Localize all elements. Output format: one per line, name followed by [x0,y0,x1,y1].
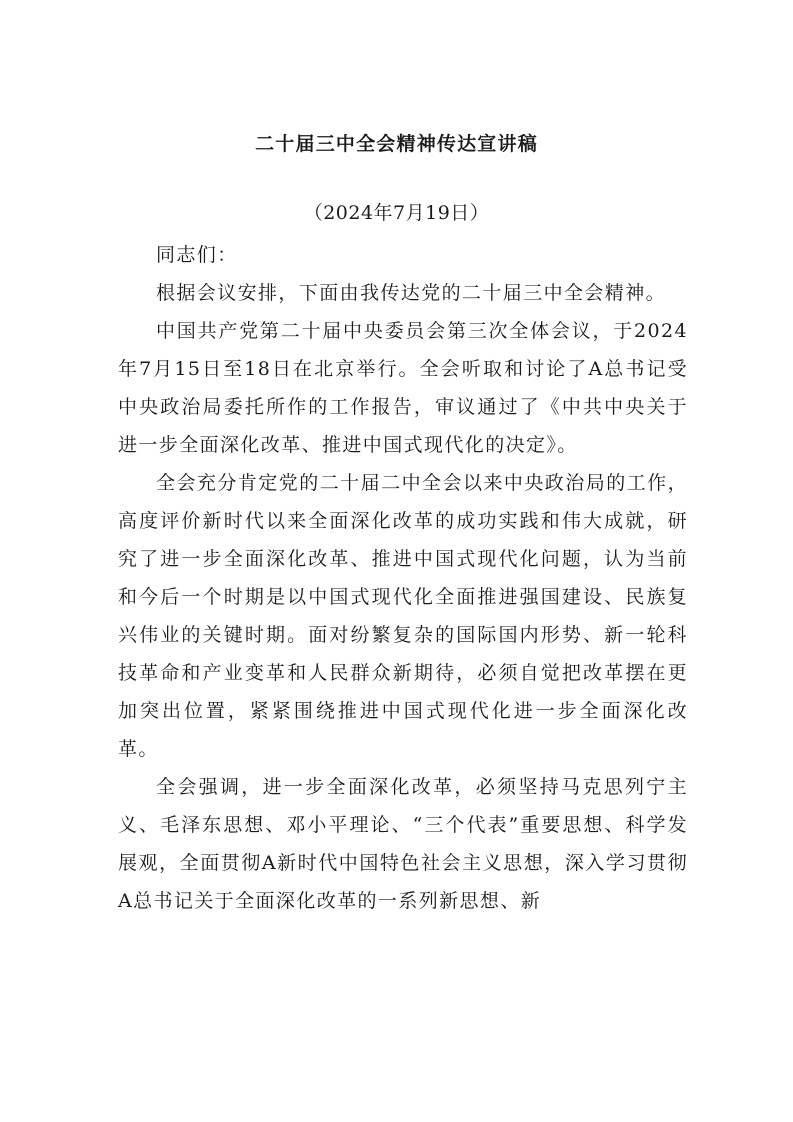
paragraph-arrangement: 根据会议安排，下面由我传达党的二十届三中全会精神。 [156,282,667,304]
document-date: （2024年7月19日） [303,202,490,224]
paragraph-plenary-session: 中国共产党第二十届中央委员会第三次全体会议，于2024年7月15日至18日在北京举行。全会听取和讨论了A总书记受中央政治局委托所作的工作报告，审议通过了《中共中央关于进一步全面深化改革、推进中国式现代化的决定》。 [118,320,688,456]
paragraph-plenary-emphasis: 全会强调，进一步全面深化改革，必须坚持马克思列宁主义、毛泽东思想、邓小平理论、“三个代表”重要思想、科学发展观，全面贯彻A新时代中国特色社会主义思想，深入学习贯彻A总书记关于全面深化改革的一系列新思想、新 [118,776,688,912]
paragraph-plenary-affirmation: 全会充分肯定党的二十届二中全会以来中央政治局的工作，高度评价新时代以来全面深化改革的成功实践和伟大成就，研究了进一步全面深化改革、推进中国式现代化问题，认为当前和今后一个时期是以中国式现代化全面推进强国建设、民族复兴伟业的关键时期。面对纷繁复杂的国际国内形势、新一轮科技革命和产业变革和人民群众新期待，必须自觉把改革摆在更加突出位置，紧紧围绕推进中国式现代化进一步全面深化改革。 [118,472,688,760]
document-title: 二十届三中全会精神传达宣讲稿 [255,133,538,155]
greeting: 同志们： [156,244,238,266]
document-body [118,236,688,920]
